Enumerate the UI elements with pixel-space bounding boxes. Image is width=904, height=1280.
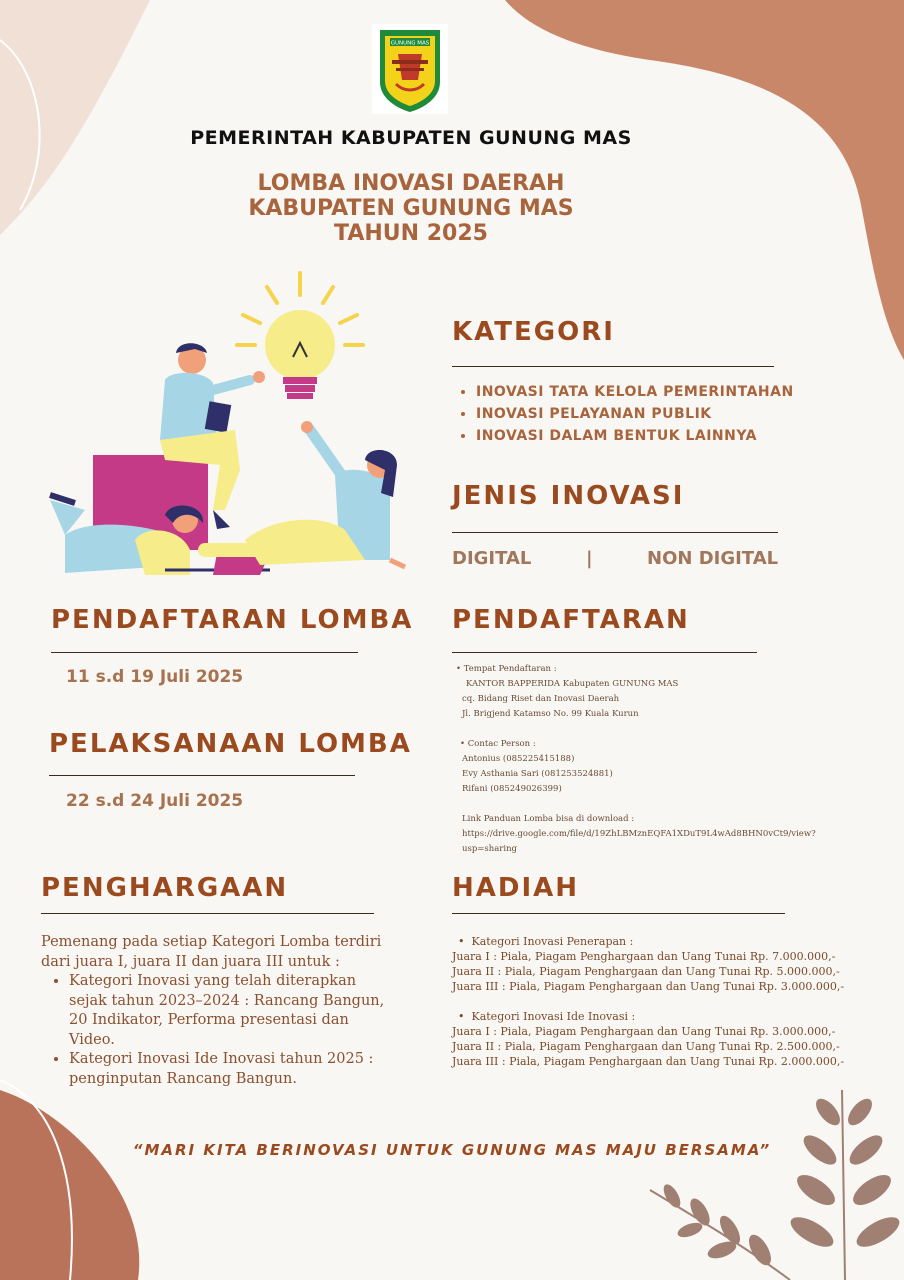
prize-line: Juara II : Piala, Piagam Penghargaan dan Uang Tunai Rp. 2.500.000,- — [452, 1040, 840, 1053]
pendaftaran-divider — [452, 652, 757, 653]
title-line-2: KABUPATEN GUNUNG MAS — [248, 196, 574, 221]
list-item: • Kategori Inovasi yang telah diterapkan sejak tahun 2023–2024 : Rancang Bangun, 20 Indikator, Performa presentasi dan Video. — [69, 972, 386, 1050]
tempat-label: • Tempat Pendaftaran : — [456, 664, 557, 674]
contact-item: Evy Asthania Sari (081253524881) — [462, 769, 613, 779]
list-item: • INOVASI TATA KELOLA PEMERINTAHAN — [476, 384, 794, 400]
penghargaan-heading: PENGHARGAAN — [41, 873, 289, 903]
pendaftaran-details — [456, 662, 856, 857]
pendaftaran-heading: PENDAFTARAN — [452, 605, 690, 635]
kategori-divider — [452, 366, 774, 367]
tempat-line: Jl. Brigjend Katamso No. 99 Kuala Kurun — [462, 709, 639, 719]
prize-line: Juara II : Piala, Piagam Penghargaan dan Uang Tunai Rp. 5.000.000,- — [452, 965, 840, 978]
list-item: • INOVASI PELAYANAN PUBLIK — [476, 406, 794, 422]
penghargaan-divider — [41, 913, 374, 914]
hadiah-body — [452, 934, 882, 1069]
prize-line: Juara III : Piala, Piagam Penghargaan dan Uang Tunai Rp. 2.000.000,- — [452, 1055, 845, 1068]
list-item: • INOVASI DALAM BENTUK LAINNYA — [476, 428, 794, 444]
pelaksanaan-lomba-heading: PELAKSANAAN LOMBA — [49, 729, 412, 759]
penghargaan-body — [41, 933, 386, 1089]
regency-logo — [372, 24, 448, 114]
hadiah-divider — [452, 913, 785, 914]
innovation-illustration — [45, 265, 415, 585]
contact-label: • Contac Person : — [460, 739, 536, 749]
hadiah-group-title: • Kategori Inovasi Penerapan : — [458, 935, 634, 948]
penghargaan-intro: Pemenang pada setiap Kategori Lomba terdiri dari juara I, juara II dan juara III untuk : — [41, 934, 382, 970]
tempat-line: cq. Bidang Riset dan Inovasi Daerah — [462, 694, 620, 704]
jenis-digital: DIGITAL — [452, 548, 532, 569]
contact-item: Rifani (085249026399) — [462, 784, 562, 794]
pendaftaran-lomba-heading: PENDAFTARAN LOMBA — [51, 605, 414, 635]
leaf-decoration — [650, 1090, 904, 1280]
list-item: • Kategori Inovasi Ide Inovasi tahun 2025 : penginputan Rancang Bangun. — [69, 1050, 386, 1089]
prize-line: Juara I : Piala, Piagam Penghargaan dan Uang Tunai Rp. 7.000.000,- — [452, 950, 836, 963]
pendaftaran-lomba-divider — [51, 652, 358, 653]
footer-quote: “MARI KITA BERINOVASI UNTUK GUNUNG MAS MAJU BERSAMA” — [132, 1141, 772, 1159]
title-line-1: LOMBA INOVASI DAERAH — [257, 171, 565, 196]
contact-item: Antonius (085225415188) — [462, 754, 575, 764]
link-label: Link Panduan Lomba bisa di download : — [462, 814, 635, 824]
download-link[interactable]: https://drive.google.com/file/d/19ZhLBMznEQFA1XDuT9L4wAd8BHN0vCt9/view? usp=sharing — [462, 829, 816, 854]
jenis-inovasi-heading: JENIS INOVASI — [452, 481, 685, 511]
penghargaan-list — [41, 972, 386, 1089]
pelaksanaan-lomba-date: 22 s.d 24 Juli 2025 — [66, 791, 244, 811]
pendaftaran-lomba-date: 11 s.d 19 Juli 2025 — [66, 667, 244, 687]
pelaksanaan-lomba-divider — [49, 775, 355, 776]
tempat-line: KANTOR BAPPERIDA Kabupaten GUNUNG MAS — [466, 679, 679, 689]
hadiah-group-title: • Kategori Inovasi Ide Inovasi : — [458, 1010, 636, 1023]
jenis-divider — [452, 532, 778, 533]
prize-line: Juara III : Piala, Piagam Penghargaan dan Uang Tunai Rp. 3.000.000,- — [452, 980, 845, 993]
svg-text:GUNUNG MAS: GUNUNG MAS — [390, 40, 430, 47]
kategori-heading: KATEGORI — [452, 317, 615, 347]
jenis-non-digital: NON DIGITAL — [647, 548, 779, 569]
lightbulb-icon — [265, 310, 335, 399]
hadiah-heading: HADIAH — [452, 873, 580, 903]
title-line-3: TAHUN 2025 — [334, 221, 488, 246]
bottom-left-blob — [0, 1090, 139, 1280]
page-title — [0, 171, 822, 246]
prize-line: Juara I : Piala, Piagam Penghargaan dan Uang Tunai Rp. 3.000.000,- — [452, 1025, 836, 1038]
kategori-list — [456, 384, 794, 450]
jenis-separator: | — [586, 548, 593, 569]
organization-name: PEMERINTAH KABUPATEN GUNUNG MAS — [190, 127, 632, 149]
